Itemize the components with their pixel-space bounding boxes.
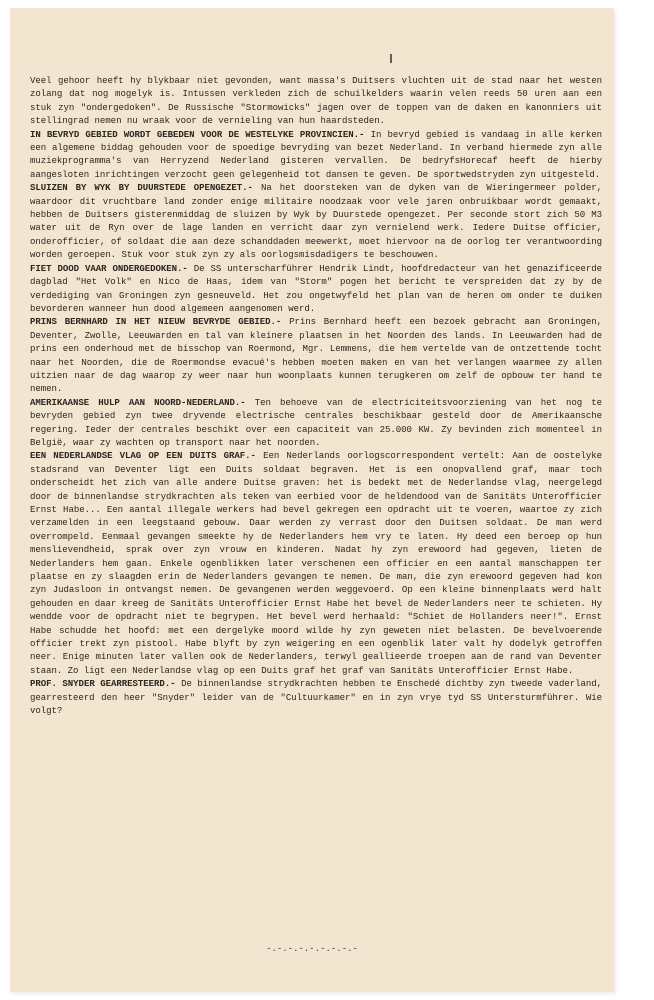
paragraph-heading: IN BEVRYD GEBIED WORDT GEBEDEN VOOR DE WESTELYKE PROVINCIEN.-	[30, 128, 365, 140]
paragraph	[30, 262, 602, 316]
paragraph	[30, 181, 602, 261]
paragraph-body: In bevryd gebied is vandaag in alle kerken een algemene biddag gehouden voor de spoedige bevryding van bezet Nederland. In verband hiermede zyn alle muziekprogramma's van Herryzend Nederland gisteren vervallen. De bedryfsHorecaf heeft de hierby aangesloten inrichtingen verzocht geen gelegenheid tot dansen te geven. De sportwedstryden zyn uitgesteld.	[30, 128, 602, 180]
paragraph-body: Ten behoeve van de electriciteitsvoorziening van het nog te bevryden gebied zyn twee dryvende electrische centrales beschikbaar gesteld door de Amerikaansche regering. Ieder der centrales beschikt over een capaciteit van 25.000 KW. Zy bevinden zich momenteel in België, waar zy wachten op transport naar het noorden.	[30, 396, 602, 448]
paragraph-heading: PRINS BERNHARD IN HET NIEUW BEVRYDE GEBIED.-	[30, 316, 282, 328]
paragraph-body: Veel gehoor heeft hy blykbaar niet gevonden, want massa's Duitsers vluchten uit de stad naar het westen zolang dat nog mogelyk is. Intussen verkleden zich de schuilkelders waarin velen reeds 50 uren aan een stuk zyn "ondergedoken". De Russische "Stormowicks" jagen over de toppen van de daken en kanonniers uit stellingrad nemen nu wraak voor de vernieling van hun haardsteden.	[30, 75, 602, 127]
paragraph-body: De SS unterscharführer Hendrik Lindt, hoofdredacteur van het genazificeerde dagblad "Het Volk" en Nico de Haas, idem van "Storm" pogen het bericht te verspreiden dat zy by de verdediging van Groningen zyn gesneuveld. Het zou ongetwyfeld het plan van de heren om onder te duiken bevorderen wanneer hun dood algemeen aangenomen werd.	[30, 262, 602, 314]
paragraph	[30, 677, 602, 717]
paragraph	[30, 128, 602, 182]
paragraph-heading: EEN NEDERLANDSE VLAG OP EEN DUITS GRAF.-	[30, 450, 256, 462]
paragraph	[30, 315, 602, 395]
paragraph-body: Na het doorsteken van de dyken van de Wieringermeer polder, waardoor dit vruchtbare land zonder enige militaire noodzaak voor vele jaren onbruikbaar wordt gemaakt, hebben de Duitsers gisterenmiddag de sluizen by Wyk by Duurstede opengezet. Per seconde stort zich 50 M3 water uit de Ryn over de lage landen en verricht daar zyn vernielend werk. Iedere Duitse officier, onderofficier, of soldaat die aan deze schanddaden meewerkt, moet hiervoor na de oorlog ter verantwoording worden geroepen. Stuk voor stuk zyn zy als oorlogsmisdadigers te beschouwen.	[30, 182, 602, 261]
paragraph-body: Een Nederlands oorlogscorrespondent vertelt: Aan de oostelyke stadsrand van Deventer ligt een Duits soldaat begraven. Het is een onopvallend graf, maar toch onderscheidt het zich van alle andere Duitse graven: het is bedekt met de Nederlandse vlag, neergelegd door de binnenlandse strydkrachten als teken van eerbied voor de heldendood van de Sanitäts Unterofficier Ernst Habe... Een aantal illegale werkers had bevel gekregen een opdracht uit te voeren, waartoe zy zich verzamelden in een leegstaand gebouw. Daar werden zy verrast door den Duitsen soldaat. De man werd overrompeld. Eenmaal gevangen smeekte hy de Nederlanders hem vry te laten. Hy deed een beroep op hun menslievendheid, sprak over zyn vrouw en kinderen. Nadat hy zyn erewoord had gegeven, lieten de Nederlanders hem gaan. Enkele ogenblikken later verschenen een officier en een aantal manschappen ter plaatse en zy slaagden erin de Nederlanders gevangen te nemen. De man, die zyn erewoord gegeven had kon zyn Judasloon in ontvangst nemen. De gevangenen werden weggevoerd. Op een kleine binnenplaats werd halt gehouden en daar kreeg de Sanitäts Unterofficier Ernst Habe het bevel de Nederlanders neer te schieten. Hy wendde voor de opdracht niet te begrypen. Het bevel werd herhaald: "Schiet de Hollanders neer!". Ernst Habe schudde het hoofd: met een dergelyke moord wilde hy zyn geweten niet belasten. De bevelvoerende officier trekt zyn pistool. Habe blyft by zyn weigering en een ogenblik later valt hy dodelyk getroffen neer. Enige minuten later vallen ook de Nederlanders, terwyl geallieerde troepen aan de rand van Deventer staan. Zo ligt een Nederlandse vlag op een Duits graf het graf van Sanitäts Unterofficier Ernst Habe.	[30, 450, 602, 676]
paragraph-body: De binnenlandse strydkrachten hebben te Enschedé dichtby zyn tweede vaderland, gearresteerd den heer "Snyder" leider van de "Cultuurkamer" en in zyn vrye tyd SS Untersturmführer. Wie volgt?	[30, 678, 602, 717]
paragraph-body: Prins Bernhard heeft een bezoek gebracht aan Groningen, Deventer, Zwolle, Leeuwarden en tal van kleinere plaatsen in het Noorden des lands. In Leeuwarden had de prins een onderhoud met de bisschop van Roermond, Mgr. Lemmens, die hem vertelde van de ontzettende tocht naar het Noorden, die de Roermondse evacué's hebben moeten maken en van het verlangen waarmee zy allen uitzien naar de dag waarop zy weer naar hun woonplaats kunnen terugkeren om zelf de opbouw ter hand te nemen.	[30, 316, 602, 395]
paragraph-heading: SLUIZEN BY WYK BY DUURSTEDE OPENGEZET.-	[30, 182, 253, 194]
paragraph-heading: PROF. SNYDER GEARRESTEERD.-	[30, 678, 176, 690]
paragraph	[30, 396, 602, 450]
pencil-mark	[390, 54, 392, 63]
closing-dashes: -.-.-.-.-.-.-.-.-	[266, 944, 358, 954]
paragraph-heading: FIET DOOD VAAR ONDERGEDOKEN.-	[30, 262, 188, 274]
paragraph-heading: AMERIKAANSE HULP AAN NOORD-NEDERLAND.-	[30, 396, 246, 408]
bulletin-text	[30, 74, 602, 718]
document-page	[10, 8, 614, 992]
paragraph	[30, 74, 602, 128]
paragraph	[30, 449, 602, 677]
